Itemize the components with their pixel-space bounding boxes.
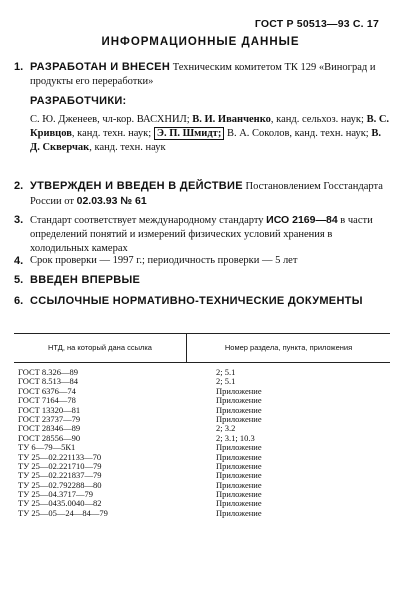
developers-part-5: , канд. техн. наук; — [71, 128, 154, 139]
table-cell-section: Приложение — [216, 395, 262, 406]
table-cell-section: Приложение — [216, 404, 262, 415]
table-cell-section: Приложение — [216, 498, 262, 509]
section-6-heading: ССЫЛОЧНЫЕ НОРМАТИВНО-ТЕХНИЧЕСКИЕ ДОКУМЕНТЫ — [30, 295, 363, 307]
developers-part-3: , канд. сельхоз. наук; — [270, 114, 367, 125]
developers-part-1: С. Ю. Дженеев, чл-кор. ВАСХНИЛ; — [30, 114, 193, 125]
table-cell-document: ТУ 25—02.221837—79 — [18, 470, 102, 481]
developers-part-7: В. А. Соколов, канд. техн. наук; — [224, 128, 372, 139]
developer-shmidt: Э. П. Шмидт; — [154, 127, 225, 140]
table-cell-document: ТУ 6—79—5К1 — [18, 442, 76, 453]
page-title: ИНФОРМАЦИОННЫЕ ДАННЫЕ — [101, 36, 300, 48]
section-4-text: Срок проверки — 1997 г.; периодичность проверки — 5 лет — [30, 255, 298, 266]
developers-list — [30, 113, 390, 155]
section-5 — [14, 273, 384, 288]
section-6-number: 6. — [14, 295, 24, 307]
table-cell-document: ГОСТ 28346—89 — [18, 423, 81, 434]
section-1 — [14, 60, 384, 89]
table-cell-document: ТУ 25—02.221710—79 — [18, 460, 102, 471]
table-cell-document: ТУ 25—04.3717—79 — [18, 489, 93, 500]
table-cell-section: Приложение — [216, 385, 262, 396]
table-header-section: Номер раздела, пункта, приложения — [224, 343, 353, 352]
table-cell-section: 2; 5.1 — [216, 376, 236, 387]
developers-heading: РАЗРАБОТЧИКИ: — [30, 95, 127, 107]
table-cell-document: ТУ 25—02.221133—70 — [18, 451, 102, 462]
section-4-number: 4. — [14, 255, 24, 267]
table-cell-section: 2; 5.1 — [216, 367, 236, 377]
section-3-text: Стандарт соответствует международному стандарту — [30, 215, 267, 226]
table-cell-section: Приложение — [216, 479, 262, 490]
section-3 — [14, 213, 384, 256]
page-header: ГОСТ Р 50513—93 С. 17 — [254, 18, 379, 30]
developer-ivanchenko: В. И. Иванченко — [192, 114, 271, 125]
table-cell-document: ГОСТ 13320—81 — [18, 404, 81, 415]
section-1-number: 1. — [14, 61, 24, 73]
table-cell-document: ГОСТ 7164—78 — [18, 395, 76, 406]
references-table — [14, 333, 390, 518]
table-cell-document: ТУ 25—02.792288—80 — [18, 479, 102, 490]
table-cell-section: 2; 3.2 — [216, 423, 236, 434]
table-cell-section: Приложение — [216, 489, 262, 500]
table-row — [14, 509, 390, 518]
section-6 — [14, 294, 384, 309]
table-cell-section: Приложение — [216, 451, 262, 462]
section-2 — [14, 179, 384, 209]
section-3-iso: ИСО 2169—84 — [266, 214, 338, 226]
table-body — [14, 368, 390, 518]
table-header — [14, 334, 390, 362]
section-5-number: 5. — [14, 274, 24, 286]
table-cell-document: ГОСТ 8.326—89 — [18, 367, 79, 377]
table-cell-section: Приложение — [216, 470, 262, 481]
section-3-number: 3. — [14, 214, 24, 226]
table-cell-section: Приложение — [216, 442, 262, 453]
table-cell-document: ГОСТ 28556—90 — [18, 432, 81, 443]
table-cell-document: ТУ 25—0435.0040—82 — [18, 498, 102, 509]
section-2-date: 02.03.93 № 61 — [76, 195, 147, 207]
developer-krivtsov: В. С. Кривцов — [30, 114, 390, 139]
table-cell-section: Приложение — [216, 413, 262, 424]
section-4 — [14, 254, 384, 268]
table-header-rule — [14, 362, 390, 363]
table-cell-section: Приложение — [216, 460, 262, 471]
section-2-text: Постановлением Госстандарта России от — [30, 181, 383, 207]
section-3-text-2: в части определений понятий и измерений физических условий хранения в холодильных камерах — [30, 215, 373, 254]
table-cell-document: ТУ 25—05—24—84—79 — [18, 507, 108, 518]
section-1-text: Техническим комитетом ТК 129 «Виноград и продукты его переработки» — [30, 62, 376, 87]
table-cell-document: ГОСТ 23737—79 — [18, 413, 81, 424]
section-5-heading: ВВЕДЕН ВПЕРВЫЕ — [30, 274, 141, 286]
section-2-heading: УТВЕРЖДЕН И ВВЕДЕН В ДЕЙСТВИЕ — [30, 180, 243, 192]
section-1-heading: РАЗРАБОТАН И ВНЕСЕН — [30, 61, 171, 73]
section-2-number: 2. — [14, 180, 24, 192]
table-header-document: НТД, на который дана ссылка — [14, 334, 187, 362]
developers-part-9: , канд. техн. наук — [89, 142, 166, 153]
table-cell-document: ГОСТ 6376—74 — [18, 385, 76, 396]
table-cell-section: 2; 3.1; 10.3 — [216, 432, 255, 443]
developer-skverchak: В. Д. Скверчак — [30, 128, 381, 153]
table-cell-section: Приложение — [216, 507, 262, 518]
table-cell-document: ГОСТ 8.513—84 — [18, 376, 79, 387]
